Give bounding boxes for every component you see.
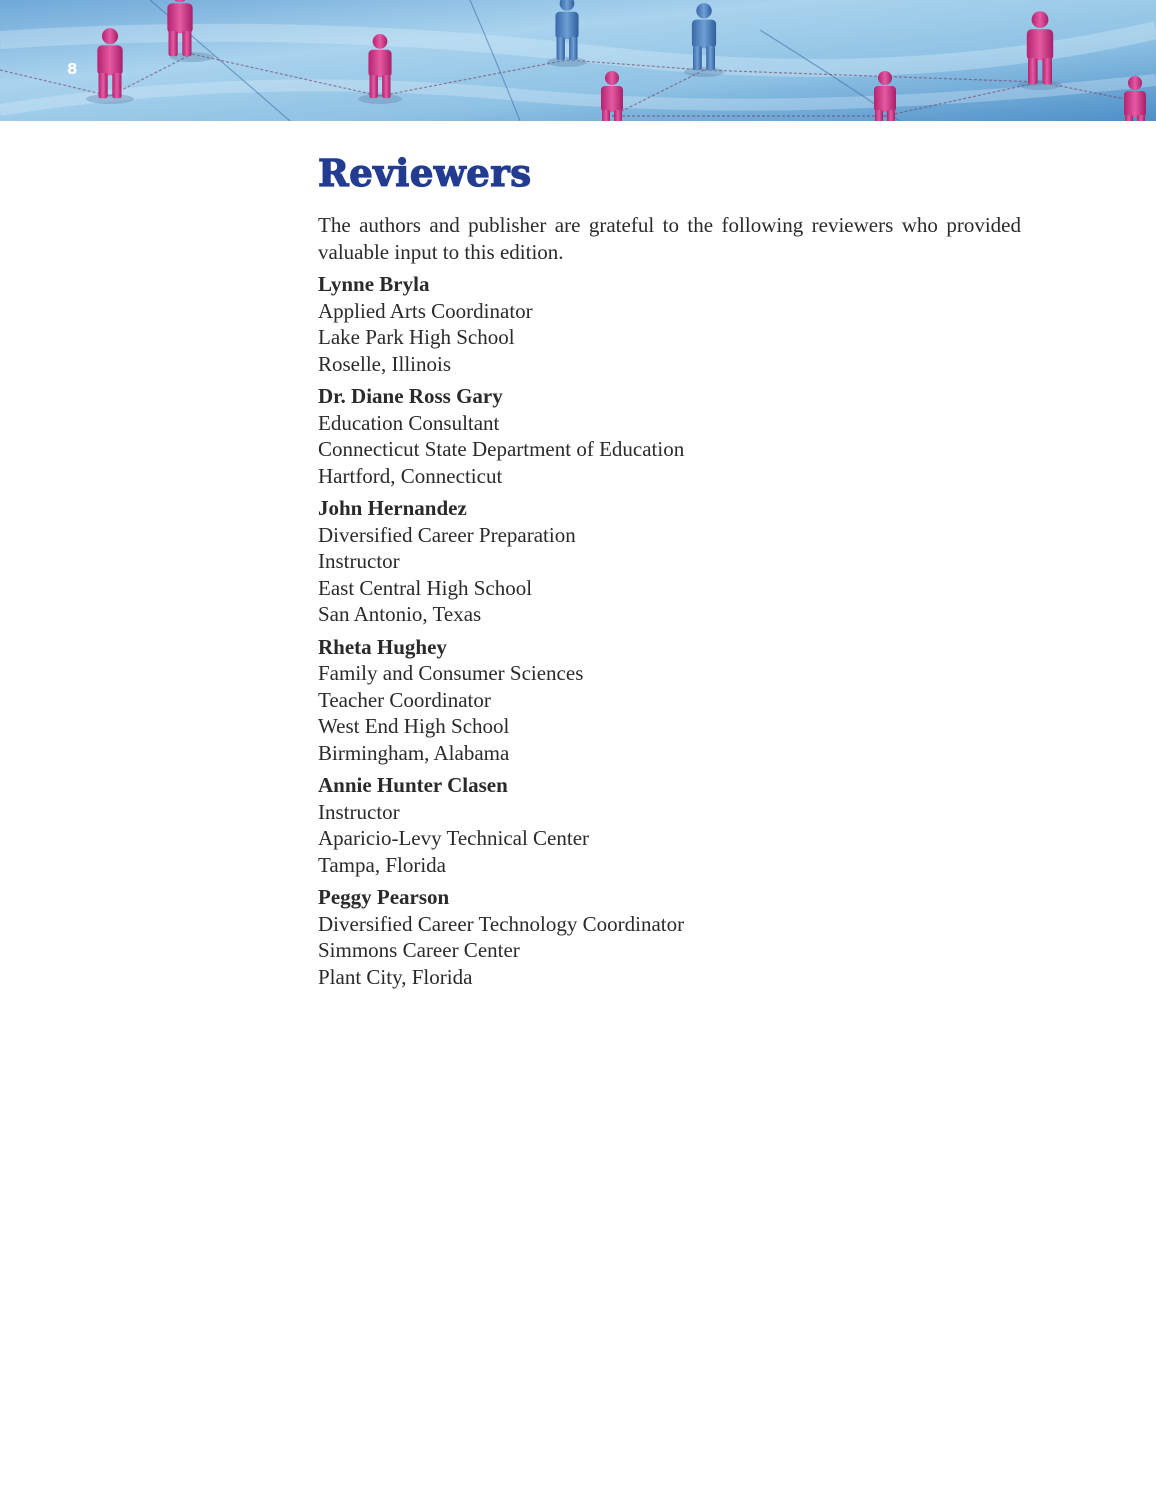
reviewer-detail: Instructor xyxy=(318,549,400,573)
reviewer-name: Rheta Hughey xyxy=(318,634,447,659)
reviewer-name: Lynne Bryla xyxy=(318,272,430,296)
reviewer-detail: Applied Arts Coordinator xyxy=(318,298,533,323)
reviewer-detail: Teacher Coordinator xyxy=(318,687,491,712)
reviewer-detail: Connecticut State Department of Education xyxy=(318,437,685,461)
page-number: 8 xyxy=(67,60,78,78)
intro-paragraph: The authors and publisher are grateful to the following reviewers who provided valuable input to this edition. xyxy=(318,213,1021,264)
reviewer-entry xyxy=(318,772,1021,878)
reviewer-detail: East Central High School xyxy=(318,575,533,600)
main-content xyxy=(318,150,1021,990)
reviewer-detail: Roselle, Illinois xyxy=(318,351,451,376)
reviewer-entry xyxy=(318,383,1021,489)
reviewer-entry xyxy=(318,634,1021,767)
reviewer-entry xyxy=(318,271,1021,377)
reviewer-detail: Family and Consumer Sciences xyxy=(318,661,584,685)
network-people-illustration xyxy=(0,0,1156,121)
reviewer-detail: West End High School xyxy=(318,714,510,738)
header-banner xyxy=(0,0,1156,121)
reviewer-detail: Hartford, Connecticut xyxy=(318,463,503,488)
reviewer-detail: San Antonio, Texas xyxy=(318,602,482,626)
reviewer-name: Annie Hunter Clasen xyxy=(318,773,508,797)
reviewer-detail: Simmons Career Center xyxy=(318,938,520,962)
reviewer-detail: Aparicio-Levy Technical Center xyxy=(318,826,590,850)
reviewer-detail: Birmingham, Alabama xyxy=(318,740,510,765)
page-title: Reviewers xyxy=(318,151,532,195)
reviewer-entry xyxy=(318,884,1021,990)
reviewer-detail: Diversified Career Technology Coordinator xyxy=(318,911,685,936)
reviewer-name: Peggy Pearson xyxy=(318,885,450,909)
reviewer-detail: Lake Park High School xyxy=(318,325,515,349)
reviewer-detail: Tampa, Florida xyxy=(318,852,446,877)
reviewer-name: Dr. Diane Ross Gary xyxy=(318,384,503,408)
reviewer-entry xyxy=(318,495,1021,628)
reviewer-detail: Diversified Career Preparation xyxy=(318,522,576,547)
reviewer-detail: Plant City, Florida xyxy=(318,964,473,989)
reviewer-detail: Education Consultant xyxy=(318,410,500,435)
reviewer-name: John Hernandez xyxy=(318,496,467,520)
reviewer-detail: Instructor xyxy=(318,799,400,824)
